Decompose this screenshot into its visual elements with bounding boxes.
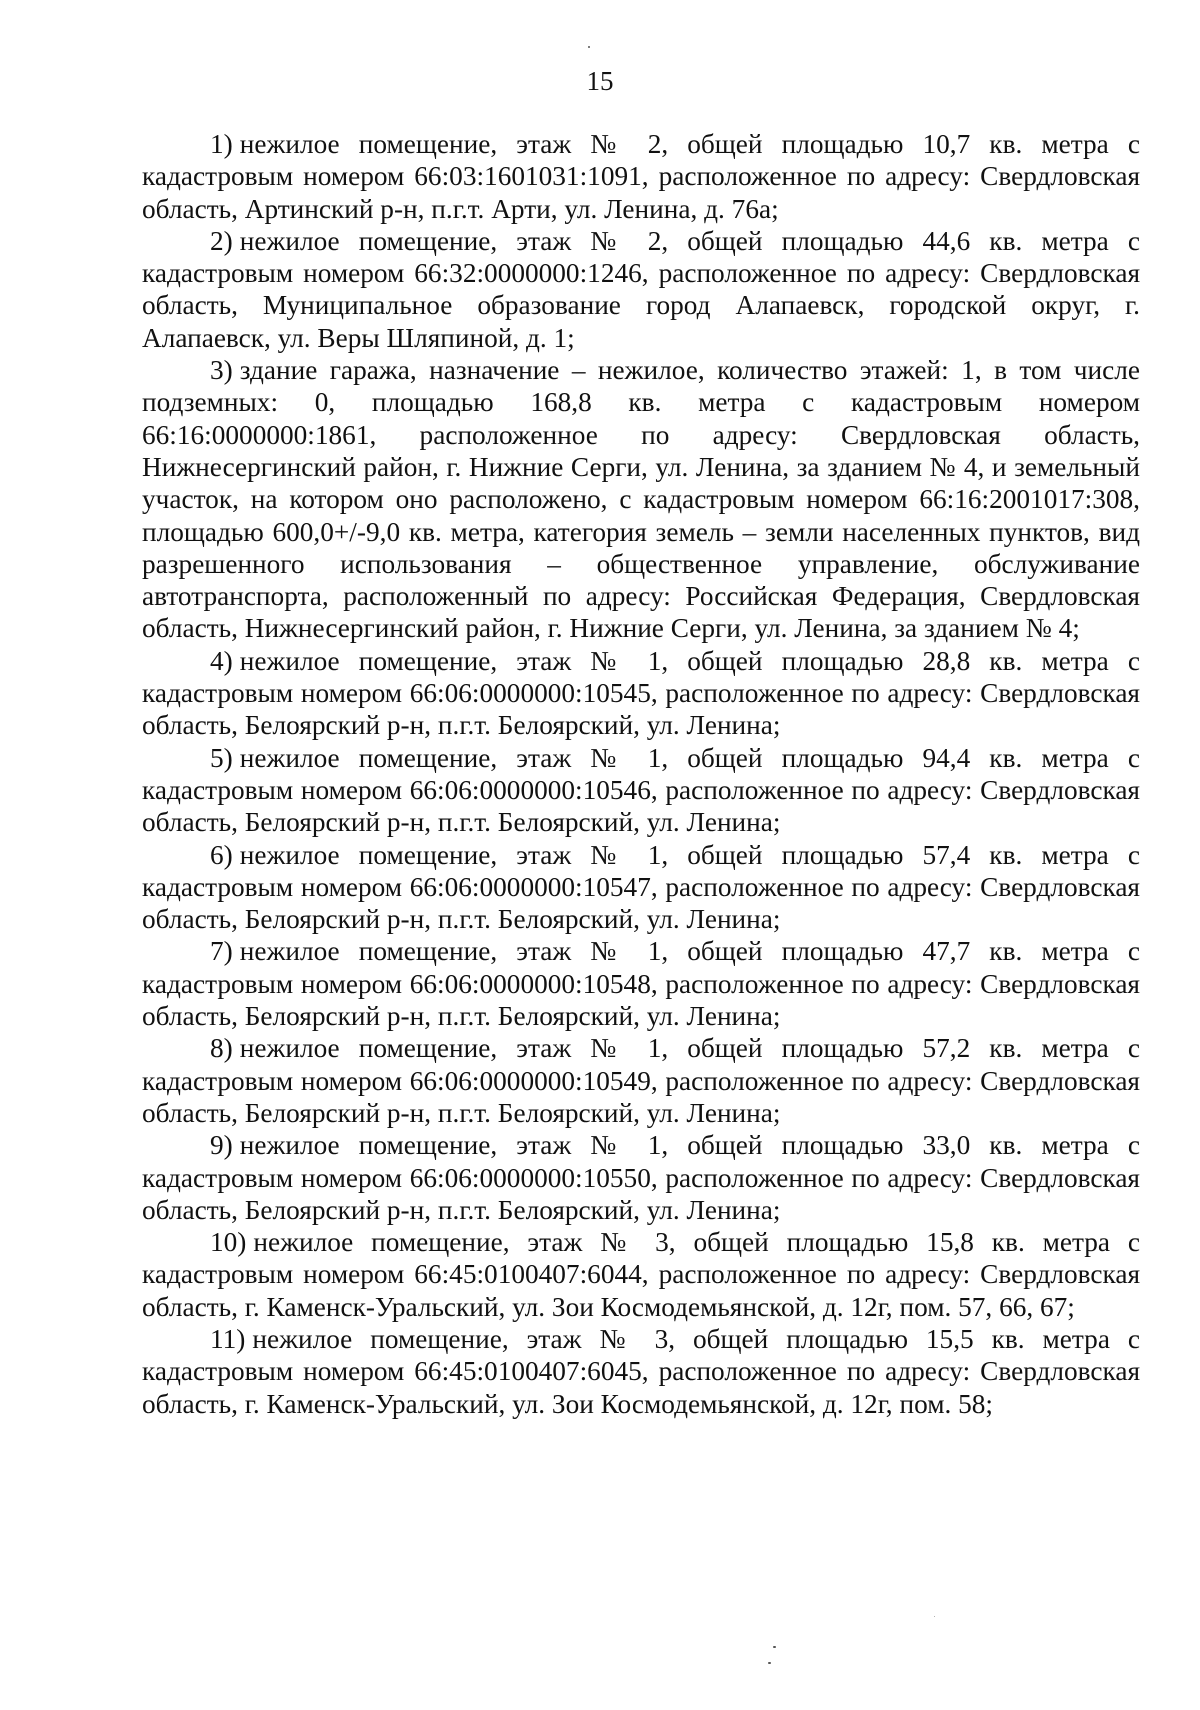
item-number: 10) xyxy=(210,1227,247,1258)
item-number: 4) xyxy=(210,645,233,676)
item-number: 8) xyxy=(210,1033,233,1064)
list-item-2 xyxy=(142,225,1140,354)
list-item-6 xyxy=(142,839,1140,936)
scan-speck xyxy=(588,46,590,48)
item-text: нежилое помещение, этаж № 1, общей площадью 57,2 кв. метра с кадастровым номером 66:06:0000000:10549, расположенное по адресу: Свердловская область, Белоярский р-н, п.г.т. Белоярский, ул. Ленина; xyxy=(142,1033,1140,1128)
item-number: 6) xyxy=(210,839,233,870)
item-number: 7) xyxy=(210,936,233,967)
list-item-1 xyxy=(142,128,1140,225)
item-text: нежилое помещение, этаж № 1, общей площадью 28,8 кв. метра с кадастровым номером 66:06:0000000:10545, расположенное по адресу: Свердловская область, Белоярский р-н, п.г.т. Белоярский, ул. Ленина; xyxy=(142,645,1140,741)
list-item-10 xyxy=(142,1226,1140,1323)
item-list xyxy=(142,128,1140,1420)
item-text: здание гаража, назначение – нежилое, количество этажей: 1, в том числе подземных: 0, площадью 168,8 кв. метра с кадастровым номером 66:16:0000000:1861, расположенное по адресу: Свердловская область, Нижнесергинский район, г. Нижние Серги, ул. Ленина, за зданием № 4, и земельный участок, на котором оно расположено, с кадастровым номером 66:16:2001017:308, площадью 600,0+/-9,0 кв. метра, категория земель – земли населенных пунктов, вид разрешенного использования – общественное управление, обслуживание автотранспорта, расположенный по адресу: Российская Федерация, Свердловская область, Нижнесергинский район, г. Нижние Серги, ул. Ленина, за зданием № 4; xyxy=(142,355,1140,644)
item-number: 9) xyxy=(210,1130,233,1161)
item-number: 11) xyxy=(210,1323,246,1354)
list-item-7 xyxy=(142,935,1140,1032)
item-number: 2) xyxy=(210,225,233,256)
item-text: нежилое помещение, этаж № 1, общей площадью 33,0 кв. метра с кадастровым номером 66:06:0000000:10550, расположенное по адресу: Свердловская область, Белоярский р-н, п.г.т. Белоярский, ул. Ленина; xyxy=(142,1130,1140,1225)
list-item-5 xyxy=(142,742,1140,839)
item-text: нежилое помещение, этаж № 2, общей площадью 10,7 кв. метра с кадастровым номером 66:03:1601031:1091, расположенное по адресу: Свердловская область, Артинский р-н, п.г.т. Арти, ул. Ленина, д. 76а; xyxy=(142,129,1140,224)
item-text: нежилое помещение, этаж № 3, общей площадью 15,5 кв. метра с кадастровым номером 66:45:0100407:6045, расположенное по адресу: Свердловская область, г. Каменск-Уральский, ул. Зои Космодемьянской, д. 12г, пом. 58; xyxy=(142,1323,1140,1419)
item-number: 3) xyxy=(210,355,233,386)
list-item-8 xyxy=(142,1032,1140,1129)
list-item-4 xyxy=(142,645,1140,742)
item-text: нежилое помещение, этаж № 2, общей площадью 44,6 кв. метра с кадастровым номером 66:32:0000000:1246, расположенное по адресу: Свердловская область, Муниципальное образование город Алапаевск, городской округ, г. Алапаевск, ул. Веры Шляпиной, д. 1; xyxy=(142,225,1140,353)
item-number: 5) xyxy=(210,742,233,773)
list-item-3 xyxy=(142,354,1140,645)
item-text: нежилое помещение, этаж № 1, общей площадью 57,4 кв. метра с кадастровым номером 66:06:0000000:10547, расположенное по адресу: Свердловская область, Белоярский р-н, п.г.т. Белоярский, ул. Ленина; xyxy=(142,839,1140,935)
scan-speck xyxy=(934,1616,935,1617)
item-text: нежилое помещение, этаж № 1, общей площадью 47,7 кв. метра с кадастровым номером 66:06:0000000:10548, расположенное по адресу: Свердловская область, Белоярский р-н, п.г.т. Белоярский, ул. Ленина; xyxy=(142,936,1140,1032)
list-item-11 xyxy=(142,1323,1140,1420)
item-text: нежилое помещение, этаж № 1, общей площадью 94,4 кв. метра с кадастровым номером 66:06:0000000:10546, расположенное по адресу: Свердловская область, Белоярский р-н, п.г.т. Белоярский, ул. Ленина; xyxy=(142,742,1140,838)
item-text: нежилое помещение, этаж № 3, общей площадью 15,8 кв. метра с кадастровым номером 66:45:0100407:6044, расположенное по адресу: Свердловская область, г. Каменск-Уральский, ул. Зои Космодемьянской, д. 12г, пом. 57, 66, 67; xyxy=(142,1227,1140,1322)
item-number: 1) xyxy=(210,129,233,159)
list-item-9 xyxy=(142,1129,1140,1226)
page-number: 15 xyxy=(586,66,614,96)
scan-speck xyxy=(773,1646,776,1648)
scan-speck xyxy=(768,1662,771,1664)
